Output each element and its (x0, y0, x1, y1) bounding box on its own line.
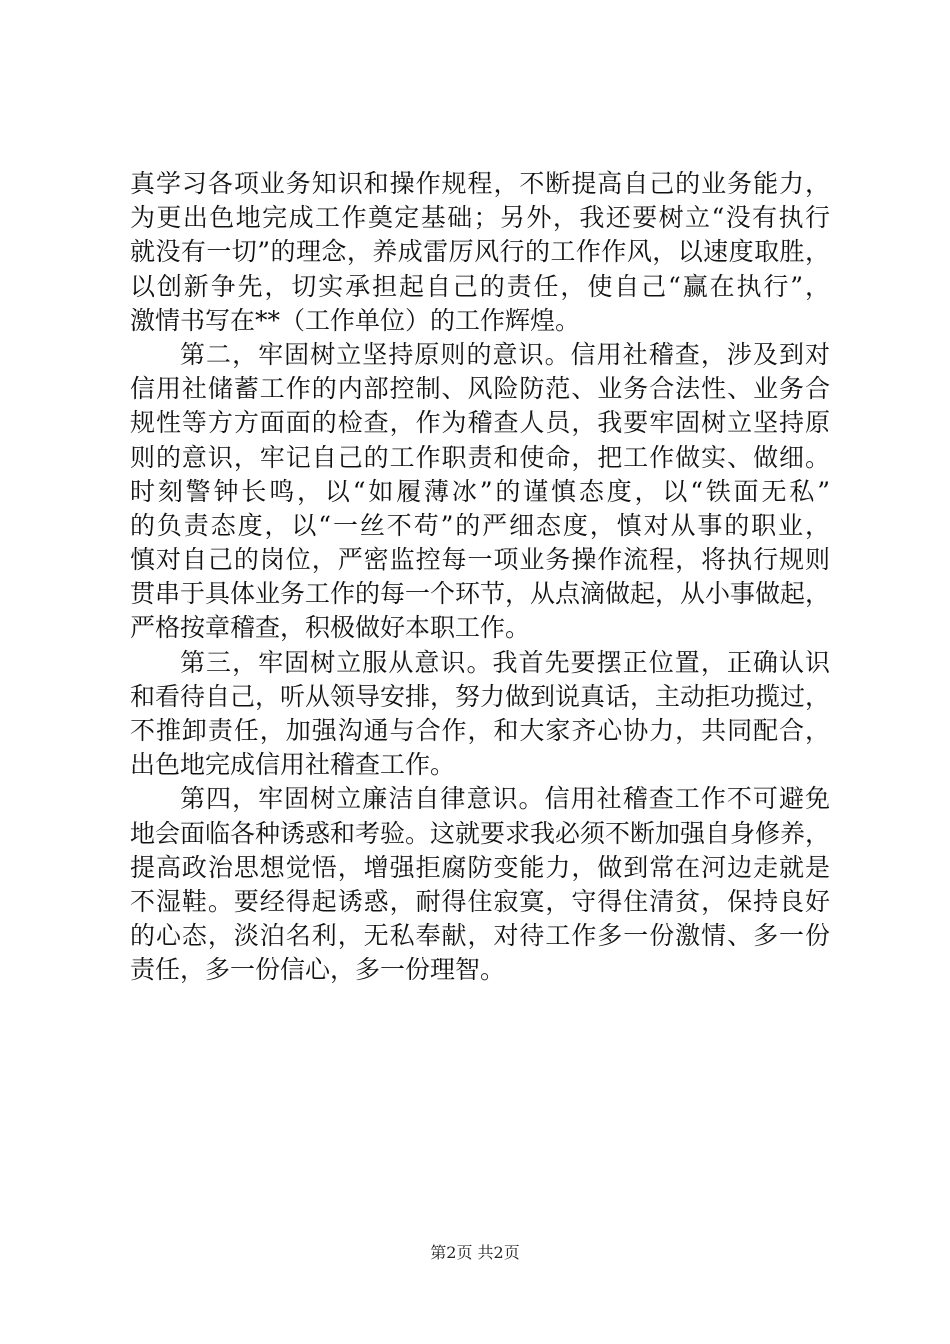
text-line: 的负责态度，以“一丝不苟”的严细态度，慎对从事的职业， (130, 510, 830, 540)
document-body (130, 167, 830, 988)
text-line: 和看待自己，听从领导安排，努力做到说真话，主动拒功揽过， (130, 681, 831, 711)
text-line: 则的意识，牢记自己的工作职责和使命，把工作做实、做细。 (130, 442, 830, 472)
text-line: 地会面临各种诱惑和考验。这就要求我必须不断加强自身修养， (130, 818, 831, 848)
text-line: 不湿鞋。要经得起诱惑，耐得住寂寞，守得住清贫，保持良好 (130, 886, 830, 916)
text-line: 时刻警钟长鸣，以“如履薄冰”的谨慎态度，以“铁面无私” (130, 476, 830, 506)
text-line: 责任，多一份信心，多一份理智。 (130, 955, 506, 985)
page-number-footer: 第2页 共2页 (430, 1243, 520, 1262)
text-line: 严格按章稽查，积极做好本职工作。 (130, 613, 531, 643)
text-line: 提高政治思想觉悟，增强拒腐防变能力，做到常在河边走就是 (130, 852, 830, 882)
text-line: 出色地完成信用社稽查工作。 (130, 750, 456, 780)
text-line: 不推卸责任，加强沟通与合作，和大家齐心协力，共同配合， (130, 716, 830, 745)
text-line: 以创新争先，切实承担起自己的责任，使自己“赢在执行”， (130, 271, 830, 301)
text-line: 慎对自己的岗位，严密监控每一项业务操作流程，将执行规则 (130, 545, 830, 575)
text-line: 贯串于具体业务工作的每一个环节，从点滴做起，从小事做起， (130, 579, 831, 609)
text-line: 就没有一切”的理念，养成雷厉风行的工作作风，以速度取胜， (130, 237, 830, 267)
text-line: 真学习各项业务知识和操作规程，不断提高自己的业务能力， (130, 169, 830, 198)
paragraph-start-line: 第二，牢固树立坚持原则的意识。信用社稽查，涉及到对 (180, 339, 830, 369)
paragraph-start-line: 第三，牢固树立服从意识。我首先要摆正位置，正确认识 (180, 647, 830, 677)
text-line: 规性等方方面面的检查，作为稽查人员，我要牢固树立坚持原 (130, 408, 830, 438)
paragraph-start-line: 第四，牢固树立廉洁自律意识。信用社稽查工作不可避免 (180, 784, 830, 814)
text-line: 信用社储蓄工作的内部控制、风险防范、业务合法性、业务合 (130, 374, 830, 404)
text-line: 激情书写在**（工作单位）的工作辉煌。 (130, 305, 581, 335)
text-line: 的心态，淡泊名利，无私奉献，对待工作多一份激情、多一份 (130, 921, 830, 951)
text-line: 为更出色地完成工作奠定基础；另外，我还要树立“没有执行 (130, 203, 830, 233)
